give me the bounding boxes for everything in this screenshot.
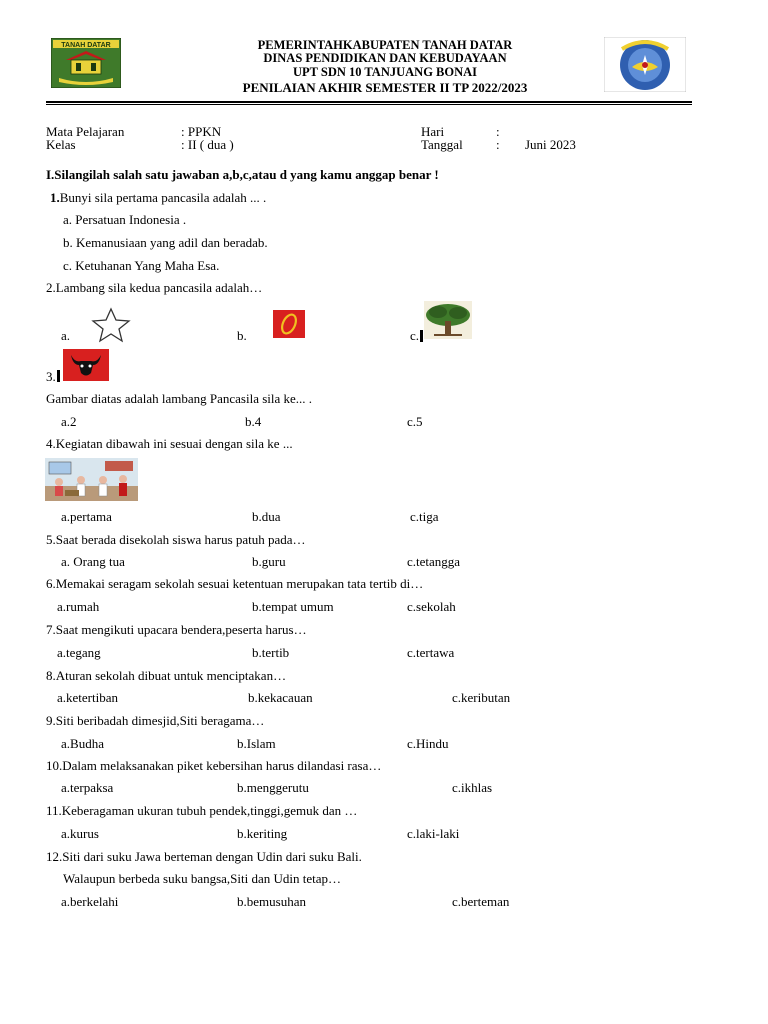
subject-label: Mata Pelajaran <box>46 124 125 139</box>
banyan-tree-icon <box>424 301 472 344</box>
q1-option-c[interactable]: c. Ketuhanan Yang Maha Esa. <box>63 258 220 273</box>
q12-option-c[interactable]: c.berteman <box>452 894 510 909</box>
day-label: Hari <box>421 124 445 139</box>
q3-option-b[interactable]: b.4 <box>245 414 262 429</box>
q12-question-line-2: Walaupun berbeda suku bangsa,Siti dan Udin tetap… <box>63 871 342 886</box>
q9-option-c[interactable]: c.Hindu <box>407 736 449 751</box>
q1-question: Bunyi sila pertama pancasila adalah ... . <box>59 190 267 205</box>
q7-option-b[interactable]: b.tertib <box>252 645 290 660</box>
header-line-2: DINAS PENDIDIKAN DAN KEBUDAYAAN <box>263 51 507 65</box>
q12-question: 12.Siti dari suku Jawa berteman dengan Udin dari suku Bali. <box>46 849 362 864</box>
bull-head-icon <box>63 349 109 386</box>
q4-option-a[interactable]: a.pertama <box>61 509 112 524</box>
q4-option-c[interactable]: c.tiga <box>410 509 439 524</box>
q11-option-c[interactable]: c.laki-laki <box>407 826 460 841</box>
q4-question: 4.Kegiatan dibawah ini sesuai dengan sila ke ... <box>46 436 293 451</box>
date-value: Juni 2023 <box>525 137 576 152</box>
header-line-4: PENILAIAN AKHIR SEMESTER II TP 2022/2023 <box>242 80 528 95</box>
q4-option-b[interactable]: b.dua <box>252 509 281 524</box>
q7-option-a[interactable]: a.tegang <box>57 645 101 660</box>
chain-icon <box>273 310 305 343</box>
subject-value: : PPKN <box>181 124 222 139</box>
q3-number: 3. <box>46 369 56 384</box>
svg-text:TANAH DATAR: TANAH DATAR <box>61 42 111 49</box>
day-colon: : <box>496 124 500 139</box>
tanah-datar-logo <box>51 38 121 88</box>
q1-text <box>50 190 266 205</box>
class-label: Kelas <box>46 137 76 152</box>
q12-option-b[interactable]: b.bemusuhan <box>237 894 306 909</box>
star-icon <box>89 307 133 348</box>
q8-option-a[interactable]: a.ketertiban <box>57 690 118 705</box>
q11-option-a[interactable]: a.kurus <box>61 826 99 841</box>
q6-question: 6.Memakai seragam sekolah sesuai ketentuan merupakan tata tertib di… <box>46 576 424 591</box>
q6-option-c[interactable]: c.sekolah <box>407 599 456 614</box>
q10-option-b[interactable]: b.menggerutu <box>237 780 309 795</box>
q2-option-b[interactable]: b. <box>237 328 247 343</box>
q5-option-c[interactable]: c.tetangga <box>407 554 461 569</box>
q6-option-b[interactable]: b.tempat umum <box>252 599 334 614</box>
header-rule-thick <box>46 101 692 103</box>
q9-option-b[interactable]: b.Islam <box>237 736 276 751</box>
text-cursor <box>420 330 423 342</box>
q8-question: 8.Aturan sekolah dibuat untuk menciptakan… <box>46 668 287 683</box>
q10-question: 10.Dalam melaksanakan piket kebersihan harus dilandasi rasa… <box>46 758 382 773</box>
header-rule-thin <box>46 104 692 105</box>
instruction: I.Silangilah salah satu jawaban a,b,c,atau d yang kamu anggap benar ! <box>46 167 439 182</box>
date-label: Tanggal <box>421 137 463 152</box>
q1-number: 1. <box>50 190 60 205</box>
q9-question: 9.Siti beribadah dimesjid,Siti beragama… <box>46 713 265 728</box>
q8-option-b[interactable]: b.kekacauan <box>248 690 313 705</box>
q2-question: 2.Lambang sila kedua pancasila adalah… <box>46 280 263 295</box>
q7-question: 7.Saat mengikuti upacara bendera,peserta harus… <box>46 622 307 637</box>
header-line-1: PEMERINTAHKABUPATEN TANAH DATAR <box>257 38 513 52</box>
q11-option-b[interactable]: b.keriting <box>237 826 288 841</box>
q2-option-c[interactable]: c. <box>410 328 420 343</box>
q3-option-c[interactable]: c.5 <box>407 414 423 429</box>
q6-option-a[interactable]: a.rumah <box>57 599 100 614</box>
q3-question: Gambar diatas adalah lambang Pancasila sila ke... . <box>46 391 313 406</box>
q2-option-a[interactable]: a. <box>61 328 71 343</box>
q5-option-a[interactable]: a. Orang tua <box>61 554 125 569</box>
classroom-picture <box>45 458 138 506</box>
class-value: : II ( dua ) <box>181 137 234 152</box>
q1-option-b[interactable]: b. Kemanusiaan yang adil dan beradab. <box>63 235 268 250</box>
q7-option-c[interactable]: c.tertawa <box>407 645 455 660</box>
q1-option-a[interactable]: a. Persatuan Indonesia . <box>63 212 187 227</box>
q5-question: 5.Saat berada disekolah siswa harus patuh pada… <box>46 532 306 547</box>
q10-option-c[interactable]: c.ikhlas <box>452 780 493 795</box>
q12-option-a[interactable]: a.berkelahi <box>61 894 119 909</box>
q9-option-a[interactable]: a.Budha <box>61 736 104 751</box>
q3-option-a[interactable]: a.2 <box>61 414 77 429</box>
text-cursor-2 <box>57 370 60 382</box>
q11-question: 11.Keberagaman ukuran tubuh pendek,tinggi,gemuk dan … <box>46 803 358 818</box>
date-colon: : <box>496 137 500 152</box>
header-line-3: UPT SDN 10 TANJUANG BONAI <box>292 65 478 79</box>
tut-wuri-handayani-logo <box>604 37 686 92</box>
q8-option-c[interactable]: c.keributan <box>452 690 511 705</box>
q5-option-b[interactable]: b.guru <box>252 554 286 569</box>
q10-option-a[interactable]: a.terpaksa <box>61 780 114 795</box>
